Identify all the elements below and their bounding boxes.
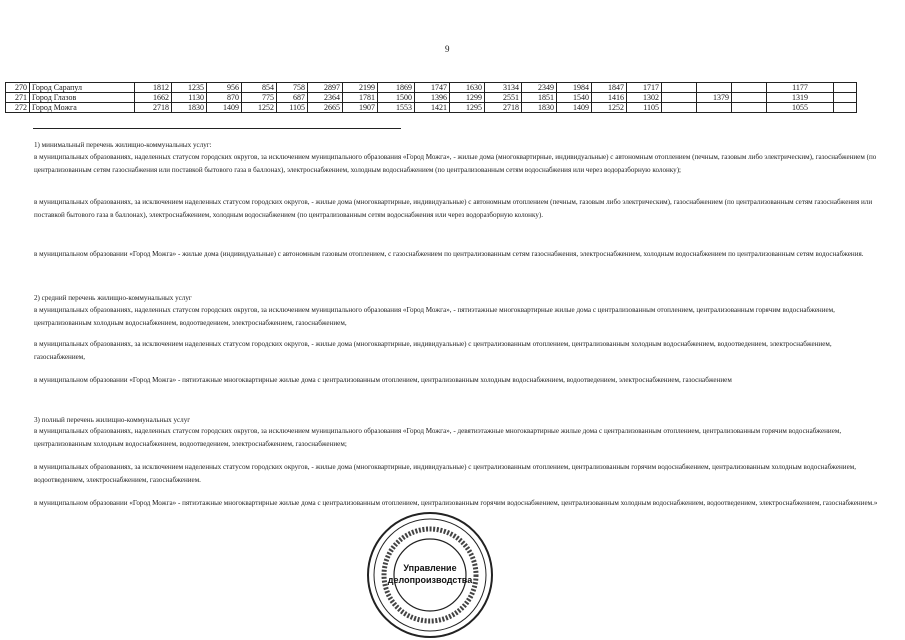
table-row bbox=[6, 93, 857, 103]
table-cell: 1847 bbox=[592, 83, 627, 93]
table-cell: 1781 bbox=[343, 93, 378, 103]
row-name: Город Сарапул bbox=[30, 83, 135, 93]
table-cell bbox=[697, 103, 732, 113]
table-cell: 1379 bbox=[697, 93, 732, 103]
table-cell bbox=[732, 93, 767, 103]
table-cell: 1851 bbox=[522, 93, 557, 103]
table-cell: 1830 bbox=[522, 103, 557, 113]
official-seal bbox=[365, 510, 495, 640]
table-cell: 2718 bbox=[485, 103, 522, 113]
table-cell bbox=[732, 103, 767, 113]
table-cell: 1055 bbox=[767, 103, 834, 113]
table-cell: 2897 bbox=[308, 83, 343, 93]
table-cell: 1302 bbox=[627, 93, 662, 103]
paragraph: 2) средний перечень жилищно-коммунальных услуг bbox=[34, 294, 192, 302]
table-cell: 1105 bbox=[627, 103, 662, 113]
table-cell: 1252 bbox=[592, 103, 627, 113]
paragraph: в муниципальных образованиях, наделенных статусом городских округов, за исключением муниципального образования «Город Можга», - пятиэтажные многоквартирные жилые дома с централизованным отоплением, централизованным горячим водоснабжением, централизованным холодным водоснабжением, водоотведением, электроснабжением, газоснабжением, bbox=[34, 306, 835, 327]
table-cell: 1662 bbox=[135, 93, 172, 103]
table-cell: 1177 bbox=[767, 83, 834, 93]
table-cell: 854 bbox=[242, 83, 277, 93]
paragraph: в муниципальном образовании «Город Можга» - пятиэтажные многоквартирные жилые дома с централизованным отоплением, централизованным горячим водоснабжением, централизованным холодным водоснабжением, водоотведением, электроснабжением, газоснабжением.» bbox=[34, 499, 878, 507]
table-cell: 1747 bbox=[415, 83, 450, 93]
table-cell: 1830 bbox=[172, 103, 207, 113]
page-number: 9 bbox=[445, 44, 450, 54]
paragraph: в муниципальных образованиях, наделенных статусом городских округов, за исключением муниципального образования «Город Можга», - девятиэтажные многоквартирные жилые дома с централизованным отоплением, централизованным горячим водоснабжением, централизованным холодным водоснабжением, водоотведением, электроснабжением, газоснабжением; bbox=[34, 427, 842, 448]
row-number: 270 bbox=[6, 83, 30, 93]
separator-line bbox=[33, 128, 401, 129]
table-cell bbox=[697, 83, 732, 93]
table-cell: 1409 bbox=[557, 103, 592, 113]
table-cell: 2349 bbox=[522, 83, 557, 93]
table-cell: 2199 bbox=[343, 83, 378, 93]
table-cell: 758 bbox=[277, 83, 308, 93]
table-cell: 1553 bbox=[378, 103, 415, 113]
table-cell bbox=[662, 103, 697, 113]
paragraph: в муниципальном образовании «Город Можга» - пятиэтажные многоквартирные жилые дома с централизованным отоплением, централизованным холодным водоснабжением, водоотведением, электроснабжением, газоснабжением bbox=[34, 376, 732, 384]
table-cell: 1717 bbox=[627, 83, 662, 93]
table-cell: 1812 bbox=[135, 83, 172, 93]
table-cell: 2551 bbox=[485, 93, 522, 103]
table-cell: 1869 bbox=[378, 83, 415, 93]
table-row bbox=[6, 103, 857, 113]
table-cell-empty bbox=[834, 93, 857, 103]
table-cell: 1984 bbox=[557, 83, 592, 93]
table-cell bbox=[662, 83, 697, 93]
paragraph: 3) полный перечень жилищно-коммунальных услуг bbox=[34, 416, 191, 424]
table-cell: 1295 bbox=[450, 103, 485, 113]
table-cell: 687 bbox=[277, 93, 308, 103]
table-cell: 1396 bbox=[415, 93, 450, 103]
table-cell: 1299 bbox=[450, 93, 485, 103]
seal-text-1: Управление bbox=[403, 563, 457, 573]
table-cell: 1421 bbox=[415, 103, 450, 113]
row-number: 271 bbox=[6, 93, 30, 103]
row-name: Город Можга bbox=[30, 103, 135, 113]
table-cell: 1130 bbox=[172, 93, 207, 103]
table-cell: 956 bbox=[207, 83, 242, 93]
table-row bbox=[6, 83, 857, 93]
table-cell: 1630 bbox=[450, 83, 485, 93]
table-cell: 775 bbox=[242, 93, 277, 103]
table-cell: 1540 bbox=[557, 93, 592, 103]
table-cell: 3134 bbox=[485, 83, 522, 93]
table-cell: 1500 bbox=[378, 93, 415, 103]
paragraph: в муниципальных образованиях, за исключением наделенных статусом городских округов, - жилые дома (многоквартирные, индивидуальные) с автономным отоплением (печным, газовым либо электрическим), газоснабжением (по централизованным сетям газоснабжения или поставкой бытового газа в баллонах), электроснабжением, холодным водоснабжением (по централизованным сетям водоснабжения или через водоразборную колонку). bbox=[34, 198, 873, 219]
row-name: Город Глазов bbox=[30, 93, 135, 103]
table-cell-empty bbox=[834, 83, 857, 93]
data-table bbox=[5, 82, 857, 113]
table-cell: 1105 bbox=[277, 103, 308, 113]
table-cell bbox=[732, 83, 767, 93]
table-cell: 1416 bbox=[592, 93, 627, 103]
table-cell: 1235 bbox=[172, 83, 207, 93]
paragraph: в муниципальных образованиях, за исключением наделенных статусом городских округов, - жилые дома (многоквартирные, индивидуальные) с централизованным отоплением, централизованным горячим водоснабжением, централизованным холодным водоснабжением, водоотведением, электроснабжением, газоснабжением. bbox=[34, 463, 857, 484]
row-number: 272 bbox=[6, 103, 30, 113]
seal-text-2: делопроизводства bbox=[387, 575, 473, 585]
table-cell: 2364 bbox=[308, 93, 343, 103]
table-cell-empty bbox=[834, 103, 857, 113]
table-cell: 2718 bbox=[135, 103, 172, 113]
table-cell: 2665 bbox=[308, 103, 343, 113]
table-cell: 1409 bbox=[207, 103, 242, 113]
table-cell: 1319 bbox=[767, 93, 834, 103]
paragraph: 1) минимальный перечень жилищно-коммунальных услуг: bbox=[34, 141, 212, 149]
table-cell: 1252 bbox=[242, 103, 277, 113]
table-cell bbox=[662, 93, 697, 103]
paragraph: в муниципальных образованиях, за исключением наделенных статусом городских округов, - жилые дома (многоквартирные, индивидуальные) с централизованным отоплением, централизованным холодным водоснабжением, водоотведением, электроснабжением, газоснабжением, bbox=[34, 340, 832, 361]
table-cell: 870 bbox=[207, 93, 242, 103]
paragraph: в муниципальных образованиях, наделенных статусом городских округов, за исключением муниципального образования «Город Можга», - жилые дома (многоквартирные, индивидуальные) с автономным отоплением (печным, газовым либо электрическим), газоснабжением (по централизованным сетям газоснабжения или поставкой бытового газа в баллонах), электроснабжением, холодным водоснабжением (по централизованным сетям водоснабжения или через водоразборную колонку); bbox=[34, 153, 877, 174]
paragraph: в муниципальном образовании «Город Можга» - жилые дома (индивидуальные) с автономным газовым отоплением, с газоснабжением по централизованным сетям газоснабжения, электроснабжением, холодным водоснабжением по централизованным сетям водоснабжения. bbox=[34, 250, 864, 258]
table-cell: 1907 bbox=[343, 103, 378, 113]
